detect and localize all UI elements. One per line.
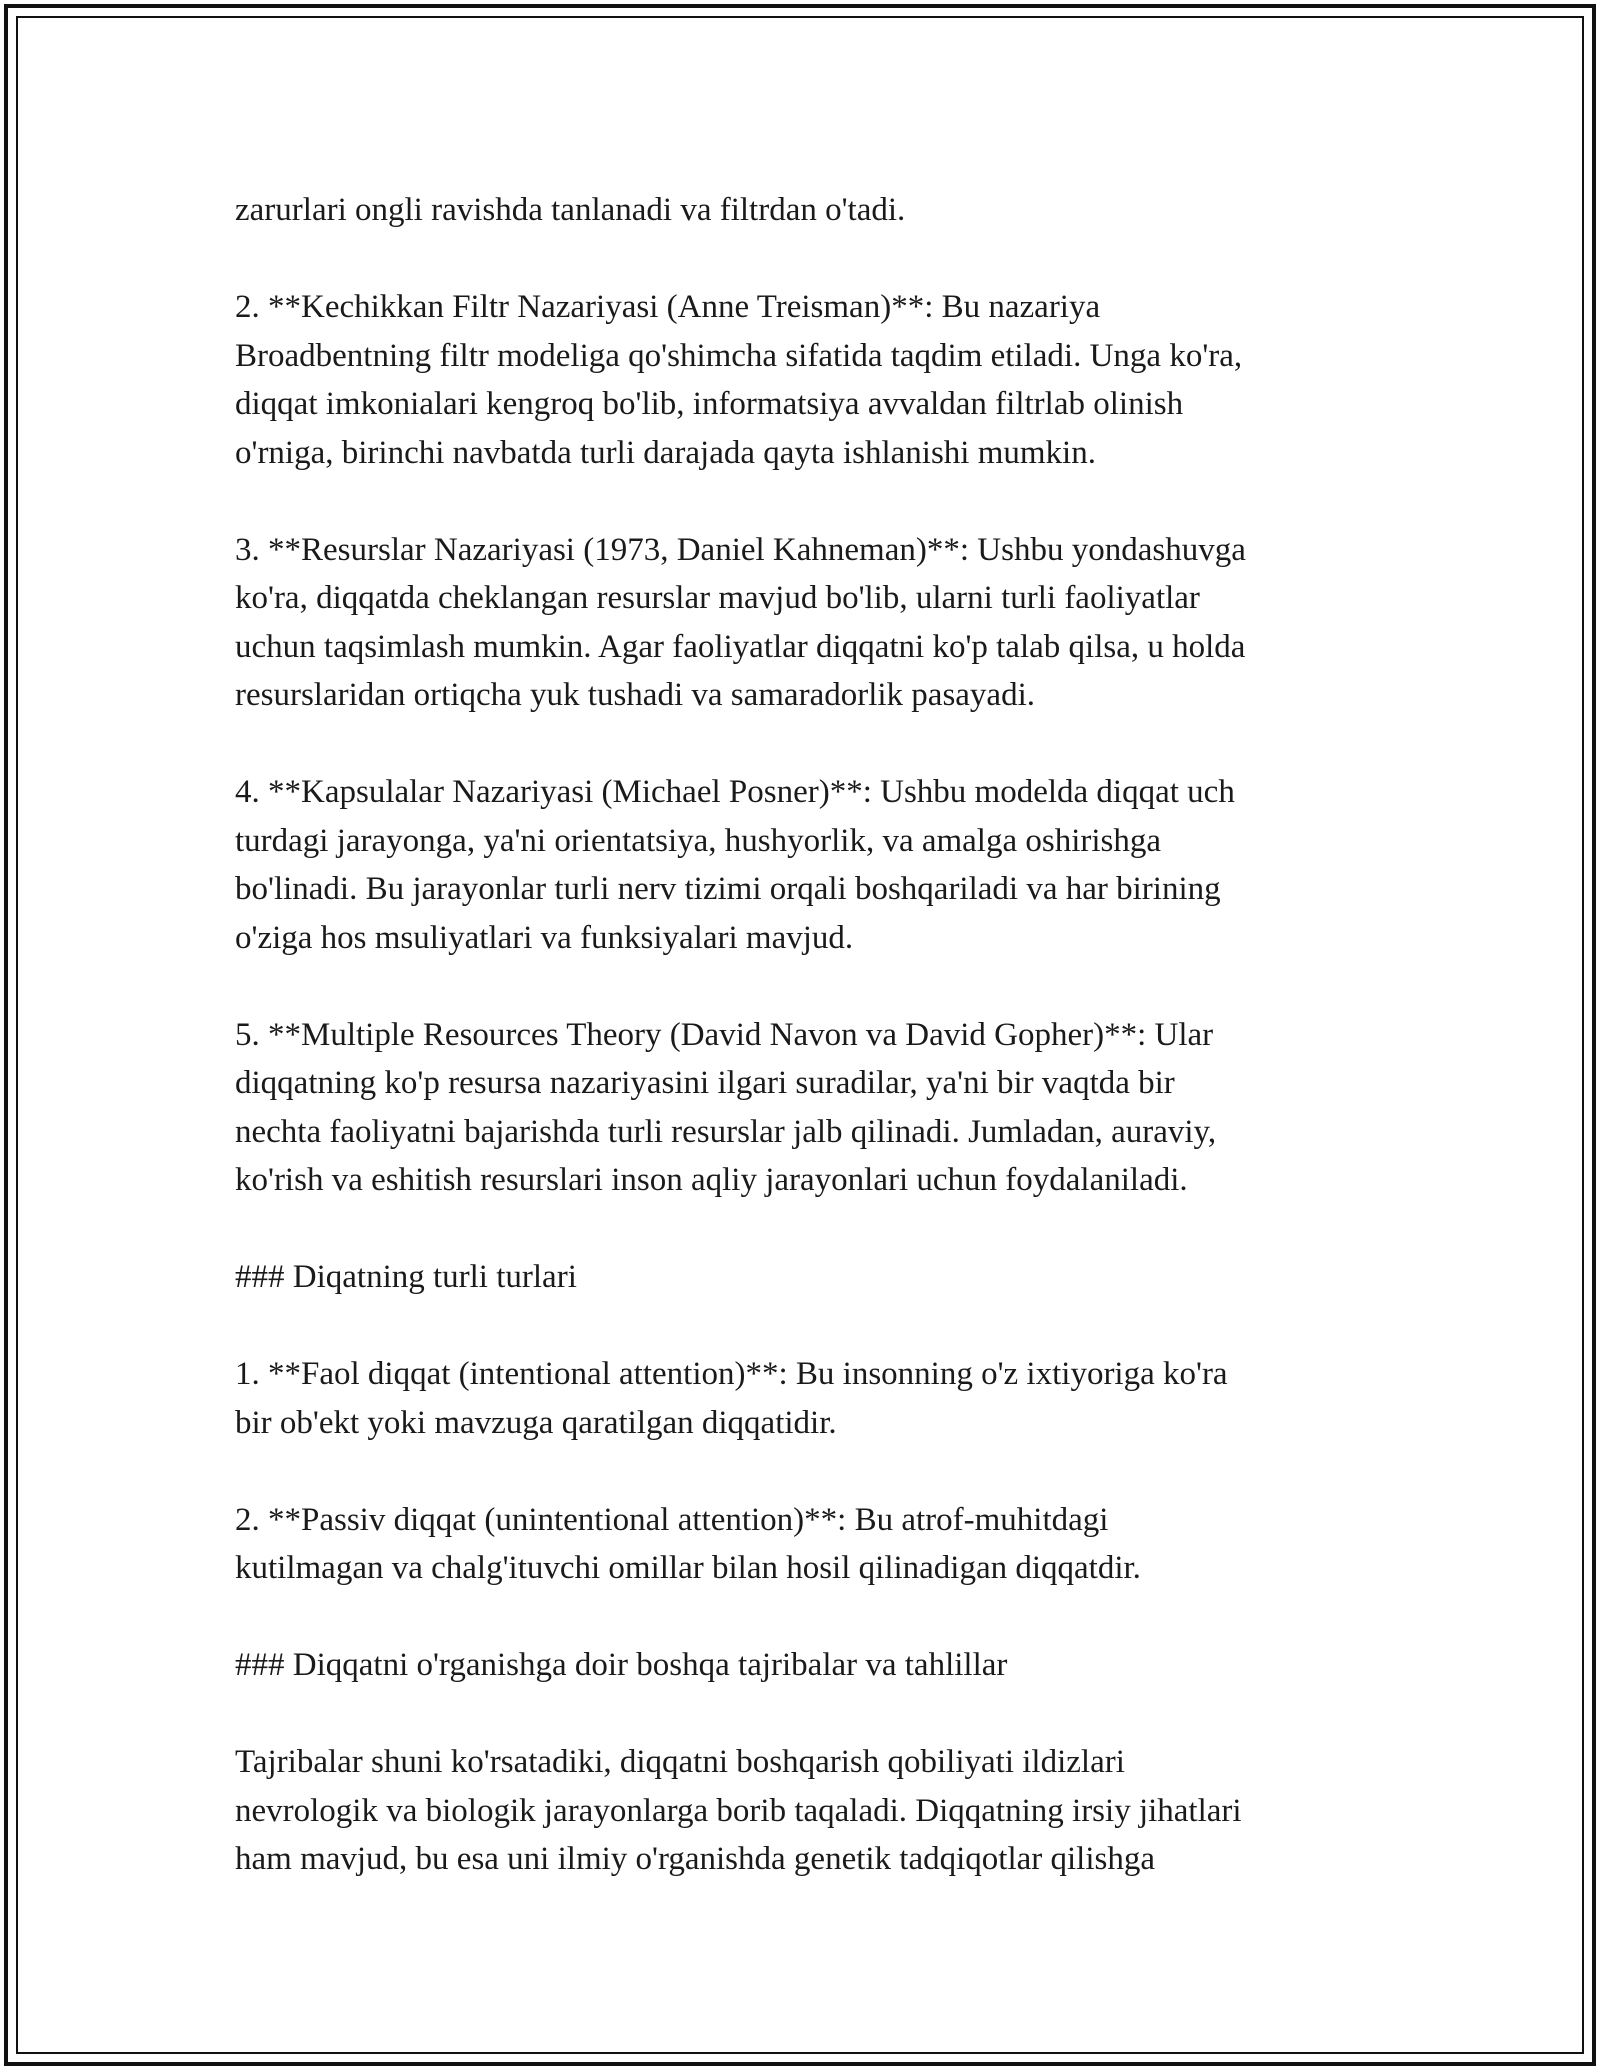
text-line: uchun taqsimlash mumkin. Agar faoliyatlar diqqatni ko'p talab qilsa, u holda	[235, 628, 1246, 665]
paragraph	[235, 283, 1375, 477]
text-line: bir ob'ekt yoki mavzuga qaratilgan diqqatidir.	[235, 1404, 837, 1441]
text-line: 4. **Kapsulalar Nazariyasi (Michael Posner)**: Ushbu modelda diqqat uch	[235, 774, 1235, 810]
text-line: ko'rish va eshitish resurslari inson aqliy jarayonlari uchun foydalaniladi.	[235, 1162, 1188, 1198]
text-line: nevrologik va biologik jarayonlarga borib taqaladi. Diqqatning irsiy jihatlari	[235, 1792, 1242, 1829]
text-line: diqqat imkonialari kengroq bo'lib, informatsiya avvaldan filtrlab olinish	[235, 386, 1184, 422]
document-body	[235, 186, 1375, 1932]
paragraph	[235, 526, 1375, 720]
text-line: 2. **Passiv diqqat (unintentional attention)**: Bu atrof-muhitdagi	[235, 1501, 1109, 1538]
text-line: ko'ra, diqqatda cheklangan resurslar mavjud bo'lib, ularni turli faoliyatlar	[235, 580, 1200, 616]
text-line: turdagi jarayonga, ya'ni orientatsiya, hushyorlik, va amalga oshirishga	[235, 822, 1162, 859]
text-line: bo'linadi. Bu jarayonlar turli nerv tizimi orqali boshqariladi va har birining	[235, 871, 1221, 907]
text-line: kutilmagan va chalg'ituvchi omillar bilan hosil qilinadigan diqqatdir.	[235, 1550, 1141, 1586]
text-line: nechta faoliyatni bajarishda turli resurslar jalb qilinadi. Jumladan, auraviy,	[235, 1113, 1217, 1150]
paragraph	[235, 1011, 1375, 1205]
text-line: diqqatning ko'p resursa nazariyasini ilgari suradilar, ya'ni bir vaqtda bir	[235, 1065, 1175, 1101]
paragraph	[235, 768, 1375, 962]
section-heading	[235, 1641, 1375, 1690]
paragraph	[235, 1738, 1375, 1884]
paragraph	[235, 1496, 1375, 1593]
text-line: resurslaridan ortiqcha yuk tushadi va samaradorlik pasayadi.	[235, 677, 1035, 713]
text-line: ham mavjud, bu esa uni ilmiy o'rganishda genetik tadqiqotlar qilishga	[235, 1841, 1156, 1877]
text-line: zarurlari ongli ravishda tanlanadi va filtrdan o'tadi.	[235, 192, 906, 228]
text-line: 5. **Multiple Resources Theory (David Navon va David Gopher)**: Ular	[235, 1016, 1214, 1053]
text-line: ### Diqatning turli turlari	[235, 1259, 577, 1295]
text-line: Broadbentning filtr modeliga qo'shimcha sifatida taqdim etiladi. Unga ko'ra,	[235, 337, 1243, 374]
text-line: ### Diqqatni o'rganishga doir boshqa tajribalar va tahlillar	[235, 1647, 1008, 1683]
paragraph	[235, 186, 1375, 235]
paragraph	[235, 1350, 1375, 1447]
text-line: o'ziga hos msuliyatlari va funksiyalari mavjud.	[235, 919, 854, 956]
text-line: 3. **Resurslar Nazariyasi (1973, Daniel Kahneman)**: Ushbu yondashuvga	[235, 531, 1246, 568]
text-line: 1. **Faol diqqat (intentional attention)**: Bu insonning o'z ixtiyoriga ko'ra	[235, 1356, 1228, 1392]
text-line: Tajribalar shuni ko'rsatadiki, diqqatni boshqarish qobiliyati ildizlari	[235, 1744, 1125, 1780]
section-heading	[235, 1253, 1375, 1302]
text-line: o'rniga, birinchi navbatda turli darajada qayta ishlanishi mumkin.	[235, 434, 1096, 471]
text-line: 2. **Kechikkan Filtr Nazariyasi (Anne Treisman)**: Bu nazariya	[235, 289, 1101, 325]
